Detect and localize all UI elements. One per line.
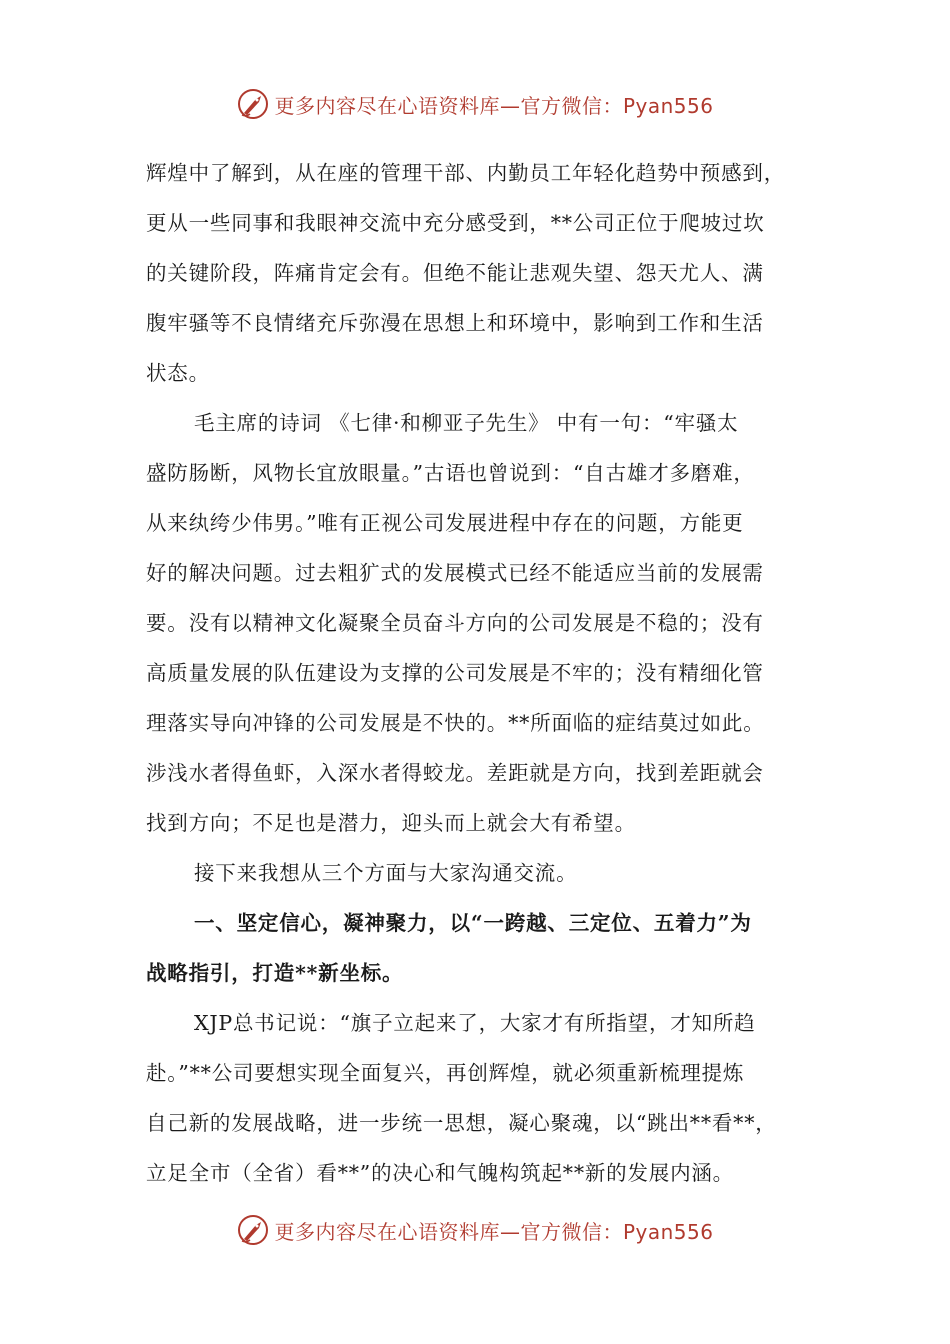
document-body	[146, 148, 798, 1198]
body-line: 从来纨绔少伟男。”唯有正视公司发展进程中存在的问题，方能更	[146, 511, 744, 535]
body-line: 状态。	[146, 361, 210, 385]
body-line: 辉煌中了解到，从在座的管理干部、内勤员工年轻化趋势中预感到，	[146, 161, 785, 185]
body-line: 自己新的发展战略，进一步统一思想，凝心聚魂，以“跳出**看**，	[146, 1111, 777, 1135]
header-banner	[0, 84, 950, 124]
pen-nib-logo-icon	[236, 87, 270, 121]
body-line: 立足全市（全省）看**”的决心和气魄构筑起**新的发展内涵。	[146, 1161, 734, 1185]
body-line: 理落实导向冲锋的公司发展是不快的。**所面临的症结莫过如此。	[146, 711, 765, 735]
footer-banner	[0, 1210, 950, 1250]
body-line: 要。没有以精神文化凝聚全员奋斗方向的公司发展是不稳的；没有	[146, 611, 764, 635]
body-line: XJP总书记说：“旗子立起来了，大家才有所指望，才知所趋	[194, 1011, 756, 1035]
body-line: 高质量发展的队伍建设为支撑的公司发展是不牢的；没有精细化管	[146, 661, 764, 685]
body-line: 好的解决问题。过去粗犷式的发展模式已经不能适应当前的发展需	[146, 561, 764, 585]
header-banner-text: 更多内容尽在心语资料库—官方微信：Pyan556	[274, 93, 714, 118]
body-line: 接下来我想从三个方面与大家沟通交流。	[194, 861, 578, 885]
footer-banner-text: 更多内容尽在心语资料库—官方微信：Pyan556	[274, 1219, 714, 1244]
body-line: 更从一些同事和我眼神交流中充分感受到，**公司正位于爬坡过坎	[146, 211, 765, 235]
body-line: 找到方向；不足也是潜力，迎头而上就会大有希望。	[146, 811, 636, 835]
body-line: 涉浅水者得鱼虾，入深水者得蛟龙。差距就是方向，找到差距就会	[146, 761, 764, 785]
section-heading-line: 战略指引，打造**新坐标。	[146, 961, 404, 985]
body-line: 盛防肠断，风物长宜放眼量。”古语也曾说到：“自古雄才多磨难，	[146, 461, 755, 485]
body-line: 毛主席的诗词 《七律·和柳亚子先生》 中有一句：“牢骚太	[194, 411, 739, 435]
body-line: 赴。”**公司要想实现全面复兴，再创辉煌，就必须重新梳理提炼	[146, 1061, 745, 1085]
section-heading-line: 一、坚定信心，凝神聚力，以“一跨越、三定位、五着力”为	[194, 911, 752, 935]
pen-nib-logo-icon	[236, 1213, 270, 1247]
body-line: 的关键阶段，阵痛肯定会有。但绝不能让悲观失望、怨天尤人、满	[146, 261, 764, 285]
body-line: 腹牢骚等不良情绪充斥弥漫在思想上和环境中，影响到工作和生活	[146, 311, 764, 335]
